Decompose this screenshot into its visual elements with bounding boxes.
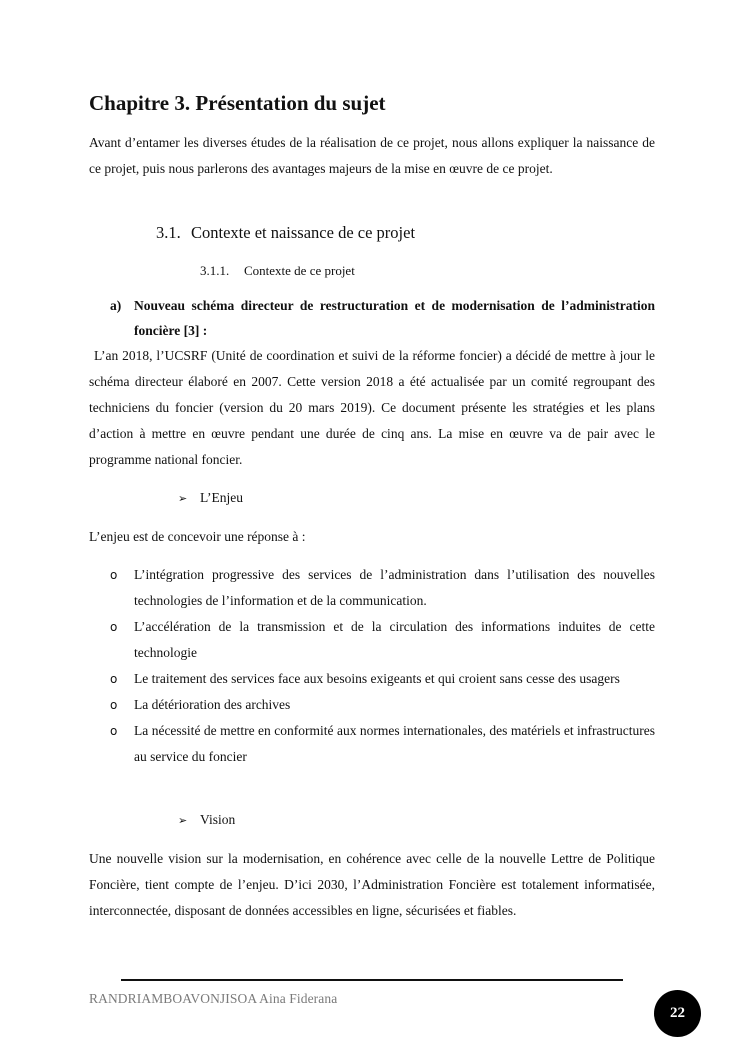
list-item-text: La détérioration des archives bbox=[134, 697, 291, 712]
enjeu-bullet-list bbox=[110, 562, 655, 770]
vision-body-paragraph: Une nouvelle vision sur la modernisation, en cohérence avec celle de la nouvelle Lettre de Politique Foncière, tient compte de l’enjeu. D’ici 2030, l’Administration Foncière est totalement informatisée, interconnectée, disposant de données accessibles en ligne, sécurisées et fiables. bbox=[89, 851, 655, 918]
list-item bbox=[110, 562, 655, 614]
arrow-bullet-icon: ➢ bbox=[178, 814, 188, 827]
list-item-a-heading bbox=[110, 293, 655, 343]
vision-heading-text: Vision bbox=[200, 812, 236, 827]
section-number: 3.1. bbox=[156, 223, 181, 242]
subsection-heading bbox=[200, 261, 355, 281]
footer-divider bbox=[121, 979, 623, 981]
footer-author: RANDRIAMBOAVONJISOA Aina Fiderana bbox=[89, 991, 338, 1006]
list-item-text: La nécessité de mettre en conformité aux normes internationales, des matériels et infrastructures au service du foncier bbox=[134, 723, 655, 764]
vision-heading bbox=[178, 809, 235, 832]
page-number-badge bbox=[654, 990, 701, 1037]
enjeu-intro-paragraph: L’enjeu est de concevoir une réponse à : bbox=[89, 529, 306, 544]
subsection-number: 3.1.1. bbox=[200, 263, 230, 278]
chapter-title: Chapitre 3. Présentation du sujet bbox=[89, 91, 386, 115]
list-item-text: Le traitement des services face aux besoins exigeants et qui croient sans cesse des usagers bbox=[134, 671, 620, 686]
list-item bbox=[110, 718, 655, 770]
enjeu-heading-text: L’Enjeu bbox=[200, 490, 243, 505]
list-item-text: L’intégration progressive des services de l’administration dans l’utilisation des nouvelles technologies de l’information et de la communication. bbox=[134, 567, 655, 608]
list-item-text: L’accélération de la transmission et de la circulation des informations induites de cette technologie bbox=[134, 619, 655, 660]
section-title: Contexte et naissance de ce projet bbox=[191, 223, 416, 242]
circle-bullet-icon: o bbox=[110, 672, 118, 686]
circle-bullet-icon: o bbox=[110, 568, 118, 582]
item-a-title: Nouveau schéma directeur de restructuration et de modernisation de l’administration foncière [3] : bbox=[134, 298, 655, 338]
circle-bullet-icon: o bbox=[110, 724, 118, 738]
circle-bullet-icon: o bbox=[110, 620, 118, 634]
list-marker-a: a) bbox=[110, 298, 122, 313]
chapter-intro-paragraph: Avant d’entamer les diverses études de la réalisation de ce projet, nous allons expliquer la naissance de ce projet, puis nous parlerons des avantages majeurs de la mise en œuvre de ce projet. bbox=[89, 135, 655, 176]
section-heading bbox=[156, 221, 415, 245]
circle-bullet-icon: o bbox=[110, 698, 118, 712]
enjeu-heading bbox=[178, 487, 243, 510]
arrow-bullet-icon: ➢ bbox=[178, 492, 188, 505]
list-item bbox=[110, 692, 655, 718]
subsection-title: Contexte de ce projet bbox=[244, 263, 355, 278]
list-item bbox=[110, 666, 655, 692]
list-item bbox=[110, 614, 655, 666]
item-a-body-paragraph: L’an 2018, l’UCSRF (Unité de coordination et suivi de la réforme foncier) a décidé de mettre à jour le schéma directeur élaboré en 2007. Cette version 2018 a été actualisée par un comité regroupant des techniciens du foncier (version du 20 mars 2019). Ce document présente les stratégies et les plans d’action à mettre en œuvre pendant une durée de cinq ans. La mise en œuvre va de pair avec le programme national foncier. bbox=[89, 348, 655, 467]
page-number: 22 bbox=[670, 1005, 685, 1021]
